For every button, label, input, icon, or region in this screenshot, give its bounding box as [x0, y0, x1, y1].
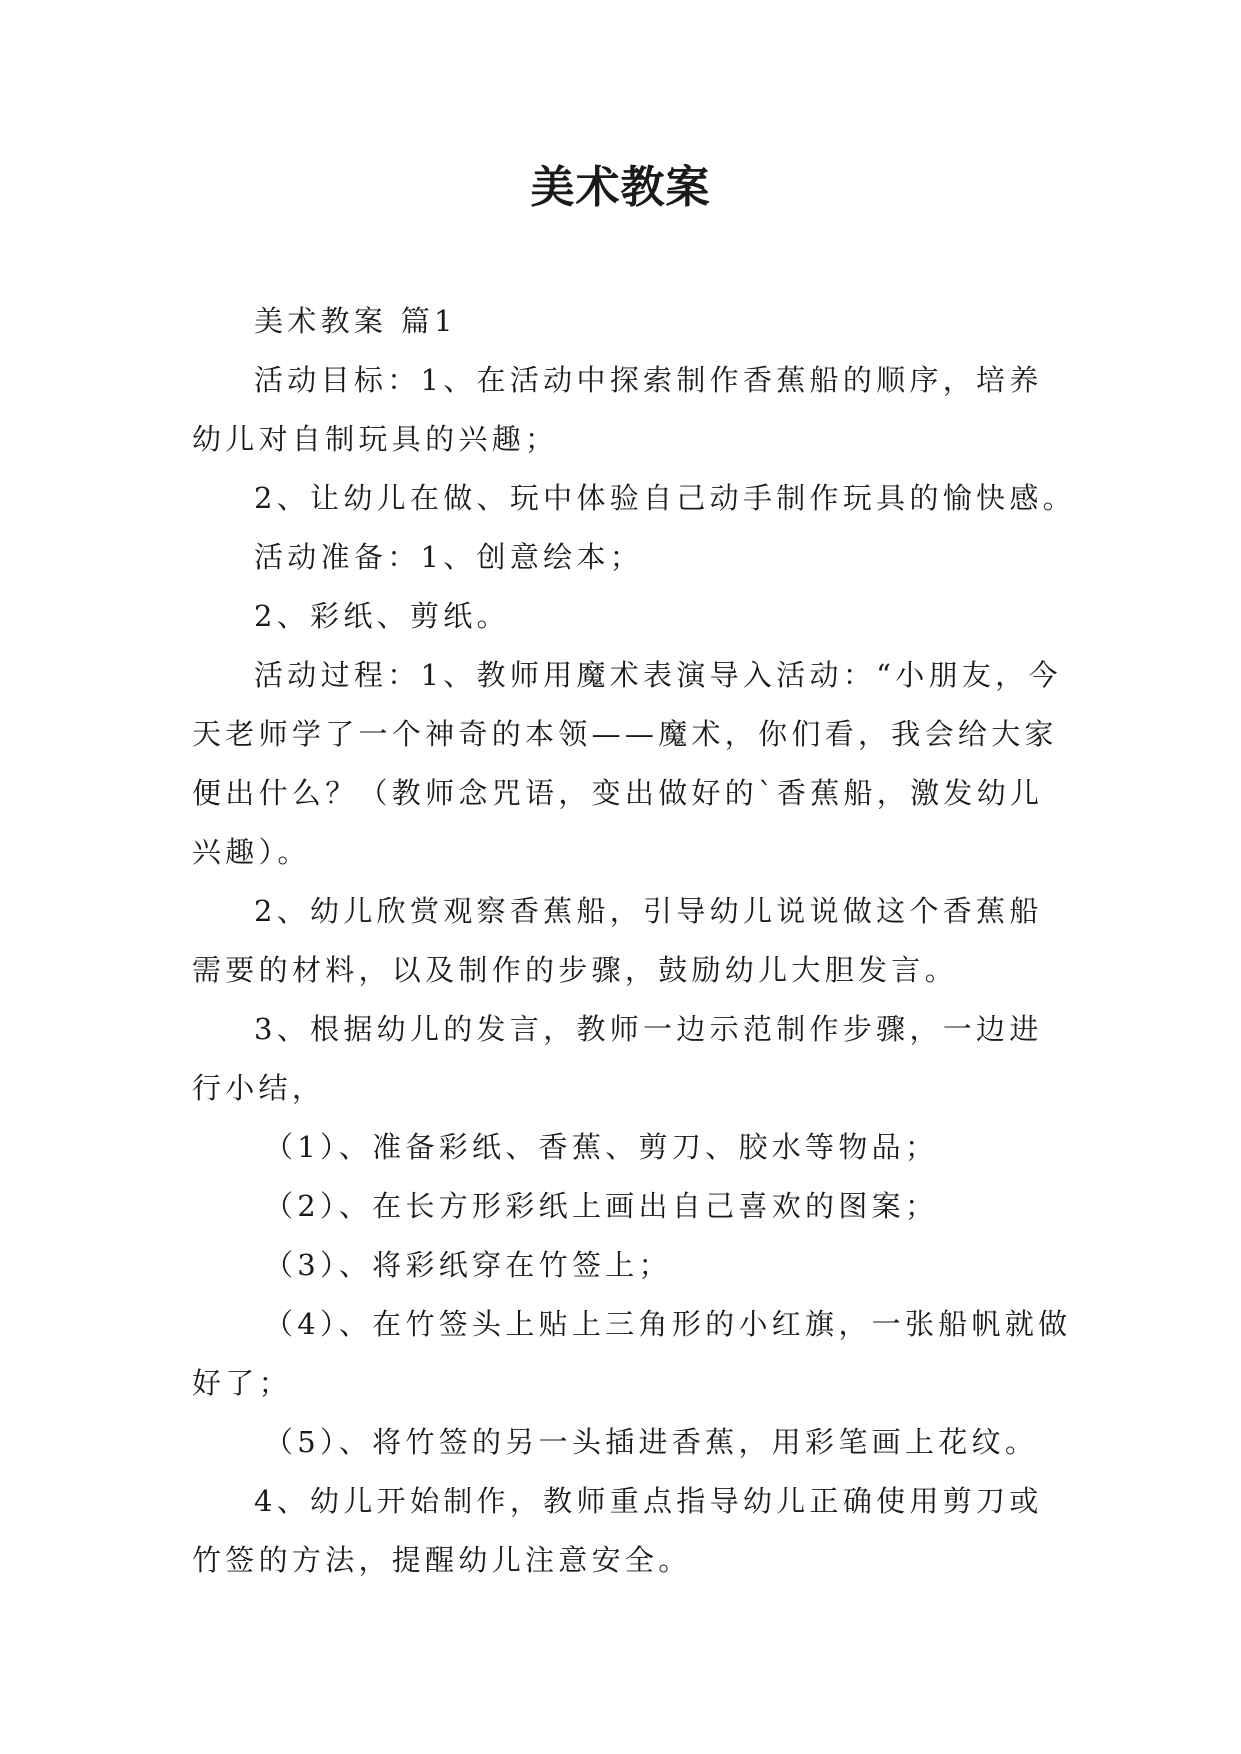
text-line: 活动目标：1、在活动中探索制作香蕉船的顺序，培养: [254, 363, 1043, 397]
text-line: 幼儿对自制玩具的兴趣；: [192, 422, 559, 456]
text-line: 4、幼儿开始制作，教师重点指导幼儿正确使用剪刀或: [254, 1484, 1043, 1518]
text-line: （3）、将彩纸穿在竹签上；: [264, 1248, 672, 1282]
text-line: 需要的材料，以及制作的步骤，鼓励幼儿大胆发言。: [192, 953, 958, 987]
text-line: 3、根据幼儿的发言，教师一边示范制作步骤，一边进: [254, 1012, 1043, 1046]
text-line: （5）、将竹签的另一头插进香蕉，用彩笔画上花纹。: [264, 1425, 1039, 1459]
text-line: 天老师学了一个神奇的本领——魔术，你们看，我会给大家: [192, 717, 1058, 751]
text-line: （1）、准备彩纸、香蕉、剪刀、胶水等物品；: [264, 1130, 939, 1164]
document-body: [192, 292, 1076, 1590]
text-line: 好了；: [192, 1366, 292, 1400]
text-line: 行小结，: [192, 1071, 326, 1105]
text-line: 活动准备：1、创意绘本；: [254, 540, 644, 574]
text-line: 2、彩纸、剪纸。: [254, 599, 510, 633]
text-line: （2）、在长方形彩纸上画出自己喜欢的图案；: [264, 1189, 939, 1223]
text-line: 活动过程：1、教师用魔术表演导入活动：“小朋友，今: [254, 658, 1062, 692]
text-line: 美术教案 篇1: [254, 304, 457, 338]
text-line: 2、幼儿欣赏观察香蕉船，引导幼儿说说做这个香蕉船: [254, 894, 1043, 928]
text-line: （4）、在竹签头上贴上三角形的小红旗，一张船帆就做: [264, 1307, 1072, 1341]
document-title: 美术教案: [530, 162, 711, 213]
text-line: 竹签的方法，提醒幼儿注意安全。: [192, 1543, 692, 1577]
text-line: 兴趣）。: [192, 835, 311, 869]
text-line: 2、让幼儿在做、玩中体验自己动手制作玩具的愉快感。: [254, 481, 1076, 515]
text-line: 便出什么？（教师念咒语，变出做好的`香蕉船，激发幼儿: [192, 776, 1044, 810]
